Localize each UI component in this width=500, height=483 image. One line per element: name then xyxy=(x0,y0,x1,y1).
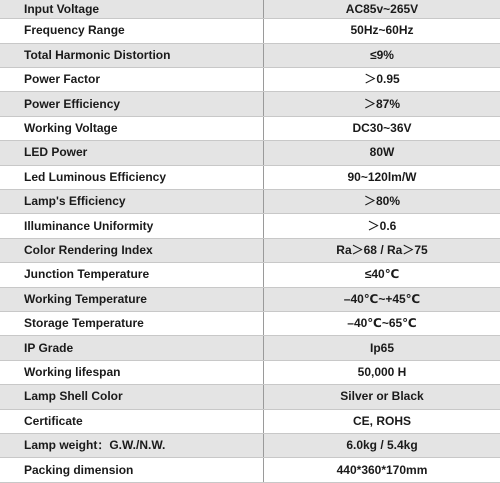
table-row xyxy=(0,287,500,311)
spec-value: Ip65 xyxy=(264,336,500,360)
table-row xyxy=(0,385,500,409)
table-row xyxy=(0,311,500,335)
spec-value: ≤40℃ xyxy=(264,263,500,287)
spec-value: ＞0.95 xyxy=(264,68,500,92)
spec-value: ＞80% xyxy=(264,190,500,214)
spec-value: ≤9% xyxy=(264,43,500,67)
spec-label: Frequency Range xyxy=(0,19,264,43)
table-row xyxy=(0,433,500,457)
spec-value: Silver or Black xyxy=(264,385,500,409)
spec-label: Led Luminous Efficiency xyxy=(0,165,264,189)
spec-label: Working Temperature xyxy=(0,287,264,311)
table-row xyxy=(0,336,500,360)
table-row xyxy=(0,68,500,92)
spec-label: Storage Temperature xyxy=(0,311,264,335)
spec-label: Lamp Shell Color xyxy=(0,385,264,409)
spec-value: DC30~36V xyxy=(264,116,500,140)
table-row xyxy=(0,458,500,483)
table-row xyxy=(0,238,500,262)
table-row xyxy=(0,165,500,189)
spec-label: Illuminance Uniformity xyxy=(0,214,264,238)
spec-value: 6.0kg / 5.4kg xyxy=(264,433,500,457)
table-row xyxy=(0,214,500,238)
spec-value: 80W xyxy=(264,141,500,165)
table-row xyxy=(0,0,500,19)
spec-label: Input Voltage xyxy=(0,0,264,19)
spec-value: 50Hz~60Hz xyxy=(264,19,500,43)
spec-label: Lamp's Efficiency xyxy=(0,190,264,214)
spec-label: Color Rendering Index xyxy=(0,238,264,262)
spec-value: AC85v~265V xyxy=(264,0,500,19)
spec-value: ＞0.6 xyxy=(264,214,500,238)
spec-value: 90~120lm/W xyxy=(264,165,500,189)
table-row xyxy=(0,19,500,43)
spec-label: Junction Temperature xyxy=(0,263,264,287)
spec-label: Total Harmonic Distortion xyxy=(0,43,264,67)
spec-label: Working Voltage xyxy=(0,116,264,140)
spec-value: ＞87% xyxy=(264,92,500,116)
spec-label: Packing dimension xyxy=(0,458,264,483)
spec-value: CE, ROHS xyxy=(264,409,500,433)
table-row xyxy=(0,116,500,140)
spec-value: 50,000 H xyxy=(264,360,500,384)
table-row xyxy=(0,263,500,287)
spec-label: Certificate xyxy=(0,409,264,433)
spec-value: –40℃~65℃ xyxy=(264,311,500,335)
table-row xyxy=(0,92,500,116)
spec-value: 440*360*170mm xyxy=(264,458,500,483)
table-row xyxy=(0,43,500,67)
spec-value: Ra＞68 / Ra＞75 xyxy=(264,238,500,262)
spec-label: Lamp weight：G.W./N.W. xyxy=(0,433,264,457)
table-row xyxy=(0,409,500,433)
spec-value: –40℃~+45℃ xyxy=(264,287,500,311)
table-row xyxy=(0,190,500,214)
table-row xyxy=(0,360,500,384)
spec-label: LED Power xyxy=(0,141,264,165)
spec-label: Power Efficiency xyxy=(0,92,264,116)
table-row xyxy=(0,141,500,165)
spec-label: Working lifespan xyxy=(0,360,264,384)
spec-label: IP Grade xyxy=(0,336,264,360)
spec-label: Power Factor xyxy=(0,68,264,92)
